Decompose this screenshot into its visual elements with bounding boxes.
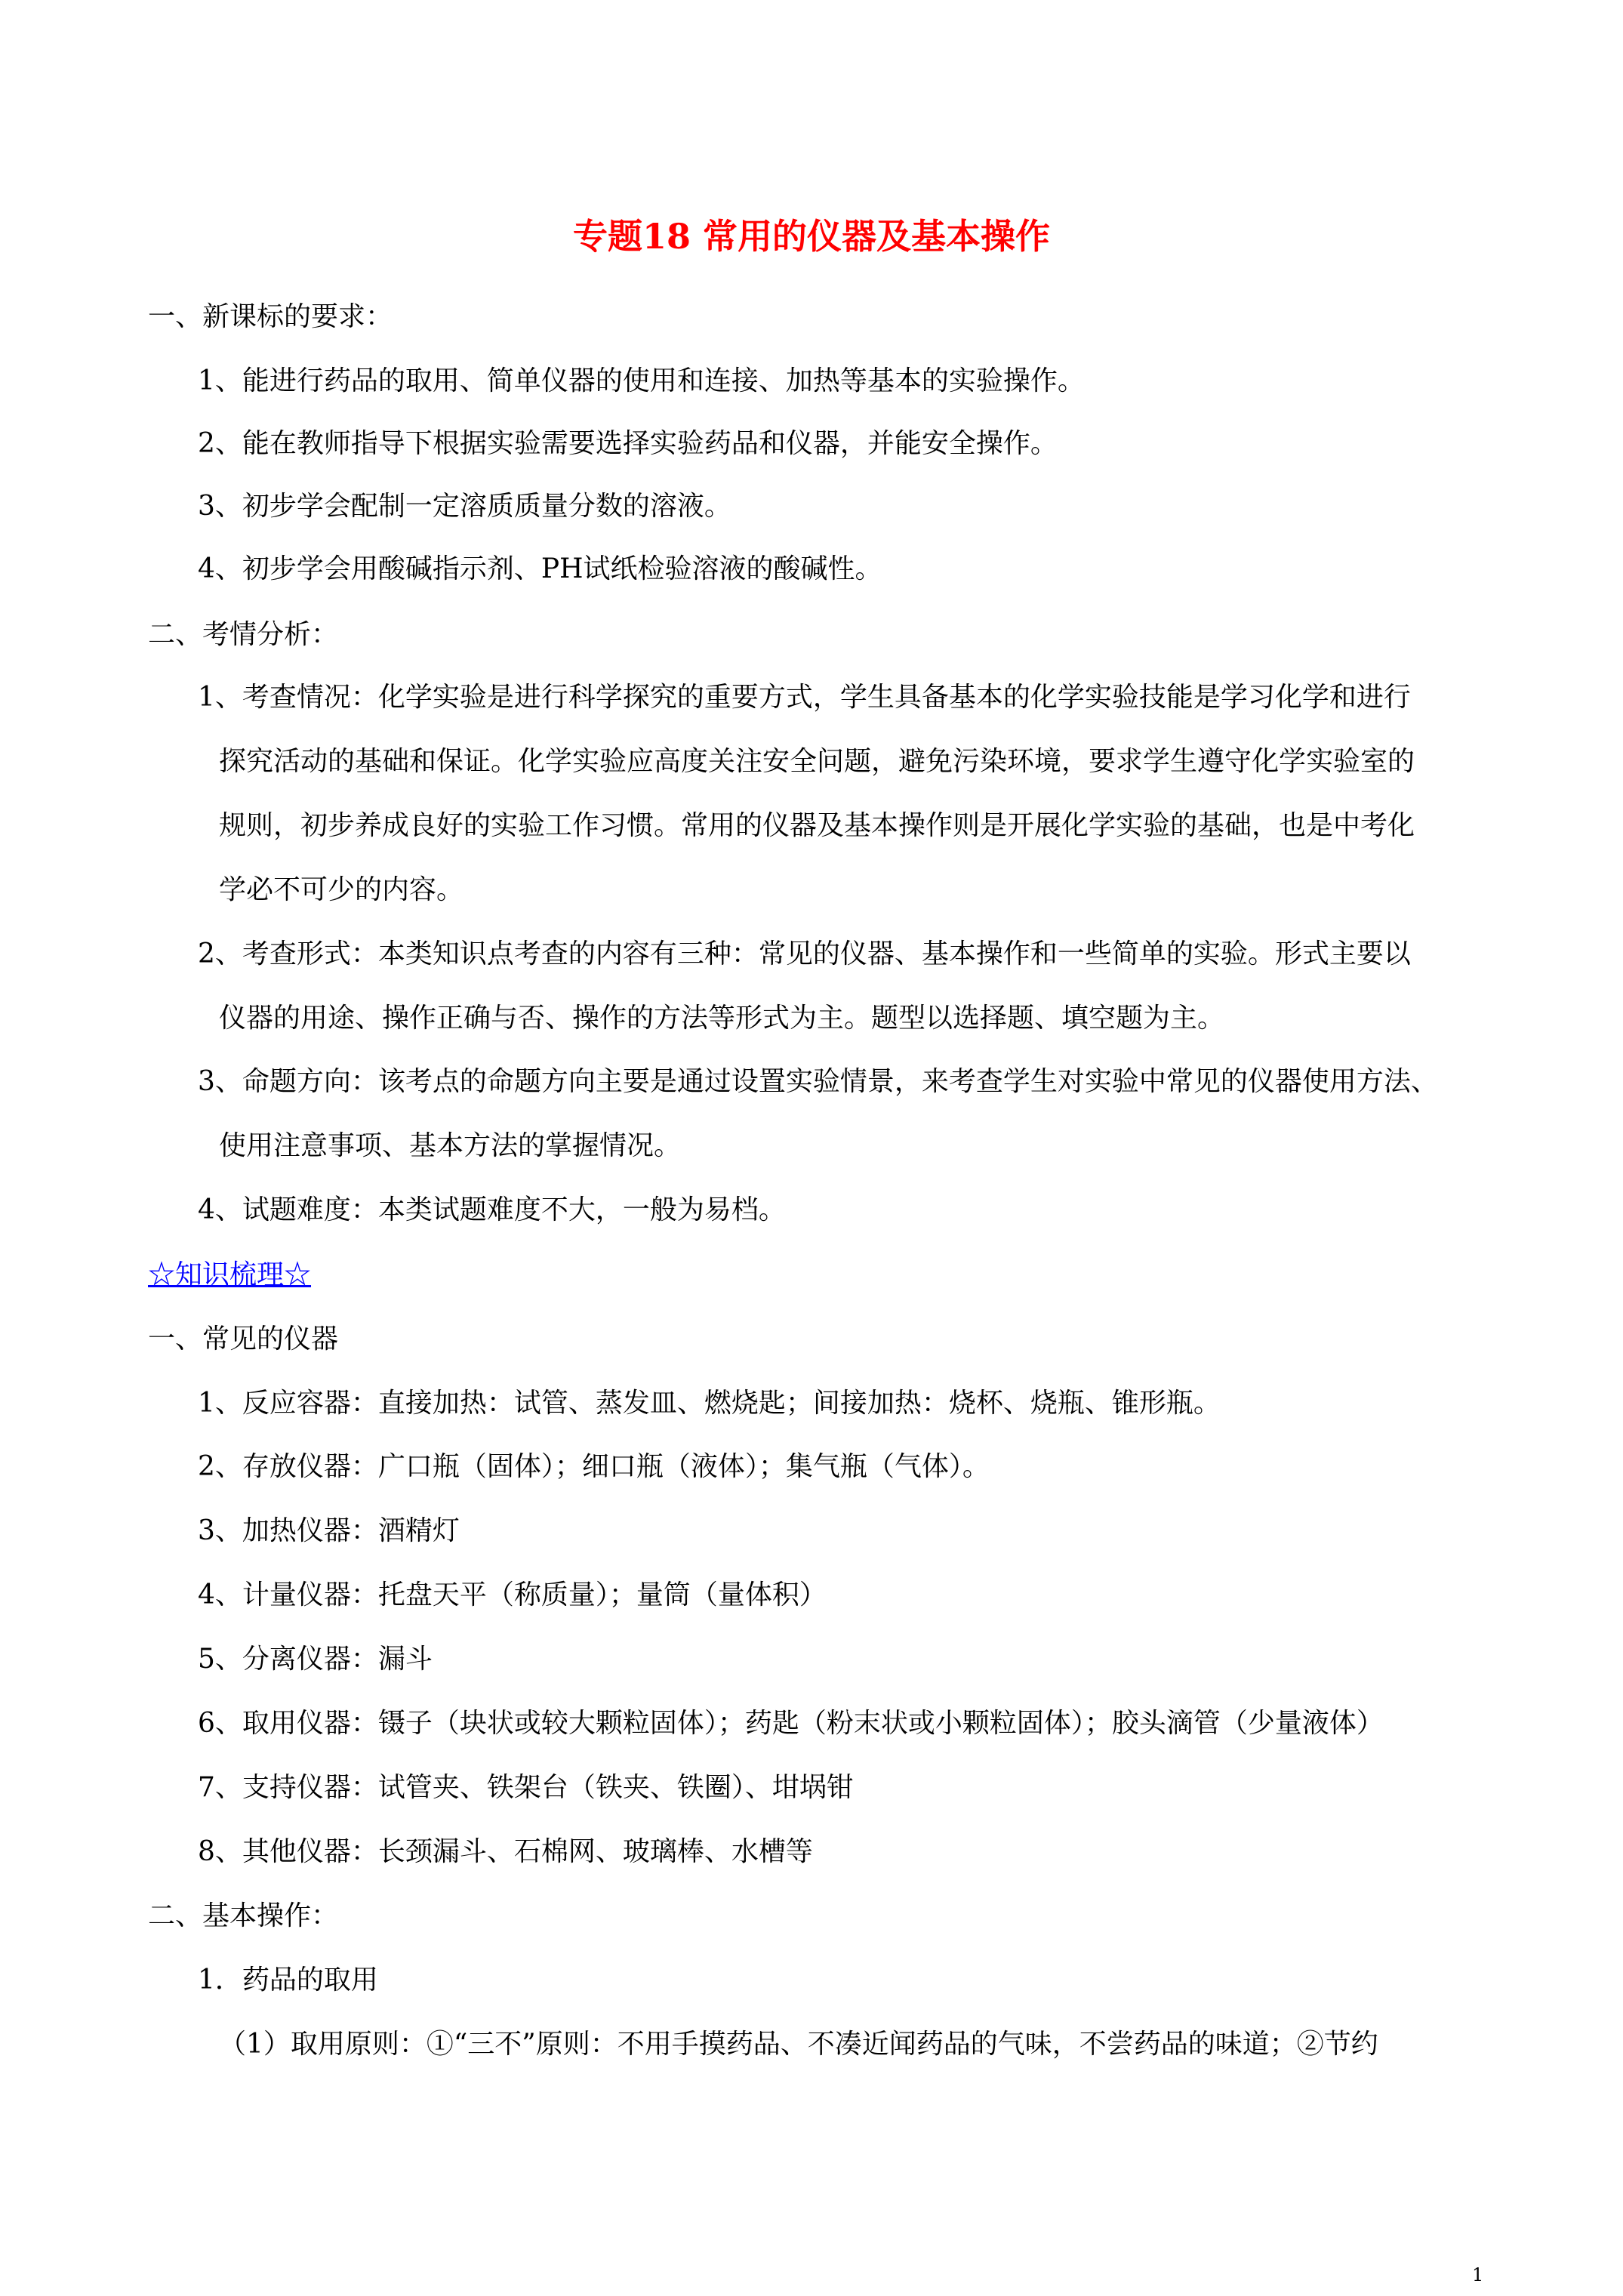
instrument-item: 4、计量仪器：托盘天平（称质量）；量筒（量体积） (198, 1579, 827, 1610)
instrument-item: 1、反应容器：直接加热：试管、蒸发皿、燃烧匙；间接加热：烧杯、烧瓶、锥形瓶。 (198, 1388, 1221, 1419)
curriculum-item: 3、初步学会配制一定溶质质量分数的溶液。 (198, 491, 731, 522)
instrument-item: 7、支持仪器：试管夹、铁架台（铁夹、铁圈）、坩埚钳 (198, 1772, 854, 1803)
section-heading-instruments: 一、常见的仪器 (148, 1324, 339, 1354)
exam-analysis-item-2-line-2: 仪器的用途、操作正确与否、操作的方法等形式为主。题型以选择题、填空题为主。 (219, 1003, 1225, 1034)
exam-analysis-item-1-line-1: 1、考查情况：化学实验是进行科学探究的重要方式，学生具备基本的化学实验技能是学习化学和进行 (198, 682, 1411, 713)
curriculum-item: 1、能进行药品的取用、简单仪器的使用和连接、加热等基本的实验操作。 (198, 365, 1085, 396)
document-title: 专题18 常用的仪器及基本操作 (572, 216, 1051, 257)
exam-analysis-item-1-line-3: 规则，初步养成良好的实验工作习惯。常用的仪器及基本操作则是开展化学实验的基础，也是中考化 (219, 810, 1415, 841)
section-heading-basic-operations: 二、基本操作： (148, 1900, 339, 1931)
exam-analysis-item-4: 4、试题难度：本类试题难度不大，一般为易档。 (198, 1194, 786, 1225)
instrument-item: 2、存放仪器：广口瓶（固体）；细口瓶（液体）；集气瓶（气体）。 (198, 1451, 990, 1482)
instrument-item: 6、取用仪器：镊子（块状或较大颗粒固体）；药匙（粉末状或小颗粒固体）；胶头滴管（少量液体） (198, 1708, 1384, 1739)
basic-operation-subitem: （1）取用原则：①“三不”原则：不用手摸药品、不凑近闻药品的气味，不尝药品的味道；②节约 (219, 2029, 1378, 2060)
instrument-item: 5、分离仪器：漏斗 (198, 1644, 433, 1675)
exam-analysis-item-1-line-2: 探究活动的基础和保证。化学实验应高度关注安全问题，避免污染环境，要求学生遵守化学实验室的 (219, 746, 1415, 777)
instrument-item: 8、其他仪器：长颈漏斗、石棉网、玻璃棒、水槽等 (198, 1836, 813, 1867)
instrument-item: 3、加热仪器：酒精灯 (198, 1515, 460, 1546)
basic-operation-item: 1．药品的取用 (198, 1965, 378, 1996)
section-heading-curriculum: 一、新课标的要求： (148, 301, 393, 332)
knowledge-summary-link[interactable]: ☆知识梳理☆ (148, 1259, 312, 1290)
curriculum-item: 4、初步学会用酸碱指示剂、PH试纸检验溶液的酸碱性。 (198, 553, 882, 584)
curriculum-item: 2、能在教师指导下根据实验需要选择实验药品和仪器，并能安全操作。 (198, 428, 1058, 459)
exam-analysis-item-2-line-1: 2、考查形式：本类知识点考查的内容有三种：常见的仪器、基本操作和一些简单的实验。形式主要以 (198, 938, 1411, 969)
section-heading-exam-analysis: 二、考情分析： (148, 619, 339, 650)
exam-analysis-item-3-line-2: 使用注意事项、基本方法的掌握情况。 (219, 1130, 682, 1161)
page-number: 1 (1472, 2264, 1484, 2285)
exam-analysis-item-3-line-1: 3、命题方向：该考点的命题方向主要是通过设置实验情景，来考查学生对实验中常见的仪器使用方法、 (198, 1066, 1438, 1097)
exam-analysis-item-1-line-4: 学必不可少的内容。 (219, 874, 464, 905)
